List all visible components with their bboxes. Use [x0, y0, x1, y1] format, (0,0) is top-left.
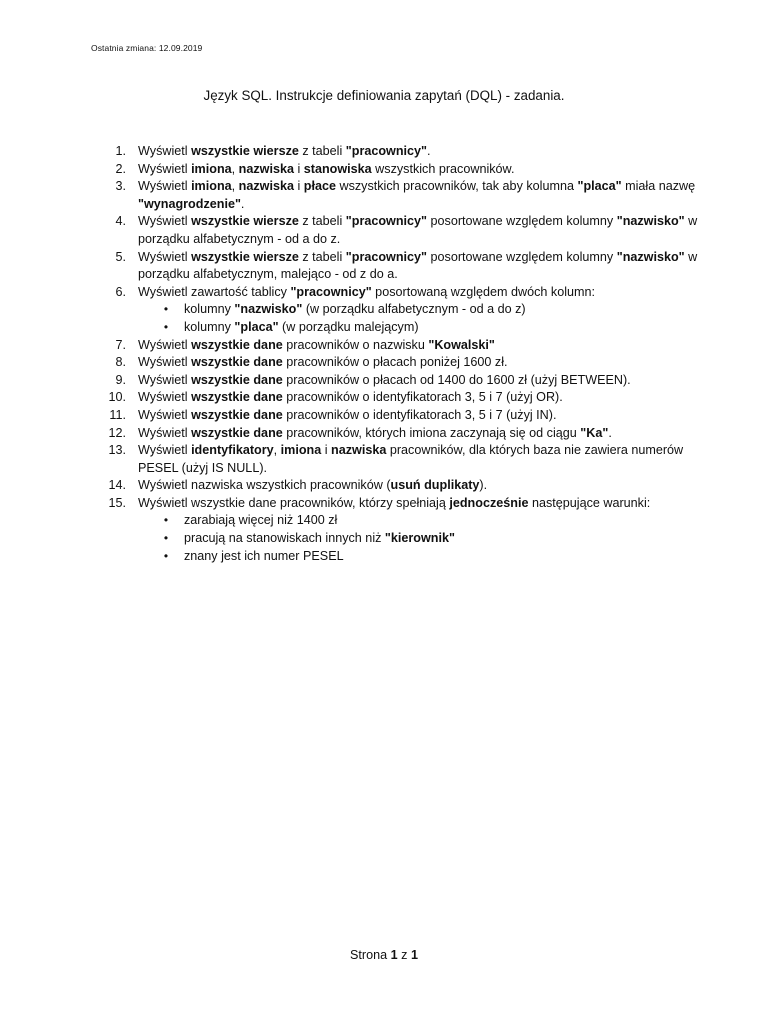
task-body — [138, 426, 612, 440]
task-text: , — [231, 179, 239, 194]
task-number: 4. — [115, 214, 126, 229]
task-text: Wyświetl — [138, 161, 192, 176]
bullet-icon: • — [163, 513, 169, 528]
task-text: miała nazwę — [621, 179, 696, 194]
emphasis-text: nazwiska — [238, 161, 294, 176]
task-text: posortowane względem kolumny — [427, 214, 617, 229]
task-text: , — [273, 443, 281, 458]
task-item-11 — [100, 407, 700, 425]
task-text: . — [427, 144, 431, 158]
emphasis-text: identyfikatory — [191, 443, 274, 458]
sub-item-text — [184, 549, 344, 563]
task-item-9 — [100, 372, 700, 390]
emphasis-text: wszystkie wiersze — [191, 249, 299, 264]
task-text: posortowaną względem dwóch kolumn: — [371, 284, 595, 299]
task-number: 7. — [115, 337, 126, 352]
bullet-icon: • — [163, 531, 169, 546]
emphasis-text: "Ka" — [580, 425, 609, 440]
task-text: Wyświetl wszystkie dane pracowników, którzy spełniają — [138, 495, 450, 510]
emphasis-text: stanowiska — [303, 161, 372, 176]
emphasis-text: wszystkie dane — [191, 425, 283, 440]
emphasis-text: "pracownicy" — [345, 249, 428, 264]
emphasis-text: "nazwisko" — [616, 249, 685, 264]
task-number: 15. — [108, 495, 126, 510]
emphasis-text: wszystkie dane — [191, 407, 283, 422]
emphasis-text: jednocześnie — [449, 495, 529, 510]
last-modified-note: Ostatnia zmiana: 12.09.2019 — [91, 43, 203, 53]
task-text: Wyświetl — [138, 407, 192, 422]
task-text: Wyświetl — [138, 443, 192, 458]
emphasis-text: imiona — [280, 443, 322, 458]
emphasis-text: "nazwisko" — [616, 214, 685, 229]
task-body — [138, 390, 563, 404]
task-text: pracują na stanowiskach innych niż — [184, 531, 385, 546]
document-title: Język SQL. Instrukcje definiowania zapytań (DQL) - zadania. — [203, 88, 565, 103]
task-text: . — [608, 425, 612, 440]
task-number: 9. — [115, 372, 126, 387]
emphasis-text: "wynagrodzenie" — [138, 196, 241, 211]
footer-prefix: Strona — [350, 948, 391, 962]
task-text: pracowników o identyfikatorach 3, 5 i 7 (użyj OR). — [282, 390, 563, 405]
task-text: Wyświetl zawartość tablicy — [138, 284, 291, 299]
sub-item-6-1 — [100, 301, 700, 319]
emphasis-text: wszystkie wiersze — [191, 214, 299, 229]
task-number: 6. — [115, 284, 126, 299]
task-body — [138, 408, 556, 422]
task-text: z tabeli — [298, 214, 346, 229]
task-text: (w porządku alfabetycznym - od a do z) — [302, 302, 526, 317]
emphasis-text: wszystkie dane — [191, 337, 283, 352]
task-text: ). — [479, 478, 488, 493]
task-text: Wyświetl — [138, 355, 192, 370]
task-text: Wyświetl — [138, 390, 192, 405]
emphasis-text: nazwiska — [331, 443, 387, 458]
page-footer — [0, 948, 768, 962]
task-number: 14. — [108, 478, 126, 493]
task-item-14 — [100, 477, 700, 495]
task-body — [138, 162, 514, 176]
task-text: Wyświetl — [138, 372, 192, 387]
task-text: Wyświetl — [138, 144, 192, 158]
task-body — [138, 338, 495, 352]
task-item-7 — [100, 337, 700, 355]
bullet-icon: • — [163, 319, 169, 334]
task-number: 8. — [115, 355, 126, 370]
task-item-4 — [100, 213, 700, 248]
footer-page-number: 1 — [390, 948, 398, 962]
task-item-13 — [100, 442, 700, 477]
sub-item-text — [184, 320, 419, 334]
sub-item-text — [184, 302, 526, 316]
task-text: i — [321, 443, 332, 458]
task-text: następujące warunki: — [528, 495, 651, 510]
emphasis-text: imiona — [191, 161, 232, 176]
task-item-3 — [100, 178, 700, 213]
task-text: pracowników, dla których baza nie zawiera numerów PESEL (użyj IS NULL). — [138, 443, 684, 475]
task-text: w porządku alfabetycznym, malejąco - od z do a. — [138, 249, 698, 282]
sub-item-text — [184, 531, 455, 545]
emphasis-text: "kierownik" — [384, 531, 455, 546]
task-item-1 — [100, 143, 700, 161]
bullet-icon: • — [163, 548, 169, 563]
task-number: 10. — [108, 390, 126, 405]
sub-item-text — [184, 513, 337, 527]
task-item-15 — [100, 495, 700, 513]
emphasis-text: usuń duplikaty — [390, 478, 480, 493]
emphasis-text: nazwiska — [238, 179, 294, 194]
task-text: w porządku alfabetycznym - od a do z. — [138, 214, 698, 246]
sub-item-15-1 — [100, 512, 700, 530]
task-text: pracowników o płacach od 1400 do 1600 zł (użyj BETWEEN). — [282, 372, 631, 387]
task-text: pracowników o identyfikatorach 3, 5 i 7 (użyj IN). — [282, 407, 557, 422]
bullet-icon: • — [163, 302, 169, 317]
emphasis-text: "pracownicy" — [290, 284, 372, 299]
task-text: z tabeli — [298, 144, 346, 158]
task-text: kolumny — [184, 319, 235, 334]
task-number: 1. — [115, 144, 126, 158]
sub-item-15-3 — [100, 548, 700, 566]
task-body — [138, 478, 487, 492]
task-item-10 — [100, 389, 700, 407]
task-text: Wyświetl — [138, 214, 192, 229]
task-text: pracowników o płacach poniżej 1600 zł. — [282, 355, 508, 370]
task-text: pracowników, których imiona zaczynają się od ciągu — [282, 425, 581, 440]
emphasis-text: wszystkie wiersze — [191, 144, 299, 158]
task-body — [138, 285, 595, 299]
sub-item-6-2 — [100, 319, 700, 337]
task-text: kolumny — [184, 302, 235, 317]
task-item-6 — [100, 284, 700, 302]
task-text: i — [293, 179, 304, 194]
emphasis-text: wszystkie dane — [191, 390, 283, 405]
task-text: wszystkich pracowników. — [371, 161, 515, 176]
task-number: 2. — [115, 161, 126, 176]
task-text: Wyświetl — [138, 337, 192, 352]
task-list — [100, 143, 700, 565]
task-text: , — [231, 161, 239, 176]
emphasis-text: "pracownicy" — [345, 214, 428, 229]
emphasis-text: "placa" — [234, 319, 279, 334]
task-body — [138, 144, 431, 158]
task-text: i — [293, 161, 304, 176]
task-text: posortowane względem kolumny — [427, 249, 617, 264]
task-text: z tabeli — [298, 249, 346, 264]
task-text: (w porządku malejącym) — [278, 319, 419, 334]
task-body — [138, 214, 697, 246]
task-number: 3. — [115, 179, 126, 194]
task-body — [138, 250, 697, 282]
emphasis-text: "Kowalski" — [428, 337, 495, 352]
task-text: znany jest ich numer PESEL — [184, 548, 344, 563]
task-text: zarabiają więcej niż 1400 zł — [184, 513, 338, 528]
emphasis-text: wszystkie dane — [191, 355, 283, 370]
emphasis-text: "nazwisko" — [234, 302, 303, 317]
footer-page-total: 1 — [410, 948, 418, 962]
sub-item-15-2 — [100, 530, 700, 548]
emphasis-text: wszystkie dane — [191, 372, 283, 387]
task-body — [138, 373, 631, 387]
emphasis-text: "pracownicy" — [345, 144, 428, 158]
task-body — [138, 496, 650, 510]
task-body — [138, 179, 695, 211]
task-text: Wyświetl — [138, 249, 192, 264]
task-number: 13. — [108, 443, 126, 458]
task-number: 11. — [109, 407, 126, 422]
task-body — [138, 355, 508, 369]
task-text: . — [240, 196, 245, 211]
task-text: Wyświetl — [138, 425, 192, 440]
task-text: wszystkich pracowników, tak aby kolumna — [335, 179, 578, 194]
task-text: Wyświetl — [138, 179, 192, 194]
task-number: 12. — [108, 425, 126, 440]
task-body — [138, 443, 683, 475]
task-item-5 — [100, 249, 700, 284]
footer-separator: z — [397, 948, 411, 962]
task-text: Wyświetl nazwiska wszystkich pracowników ( — [138, 478, 391, 493]
emphasis-text: płace — [303, 179, 336, 194]
task-item-8 — [100, 354, 700, 372]
task-number: 5. — [115, 249, 126, 264]
task-item-2 — [100, 161, 700, 179]
task-item-12 — [100, 425, 700, 443]
emphasis-text: imiona — [191, 179, 232, 194]
task-text: pracowników o nazwisku — [282, 337, 429, 352]
emphasis-text: "placa" — [577, 179, 622, 194]
